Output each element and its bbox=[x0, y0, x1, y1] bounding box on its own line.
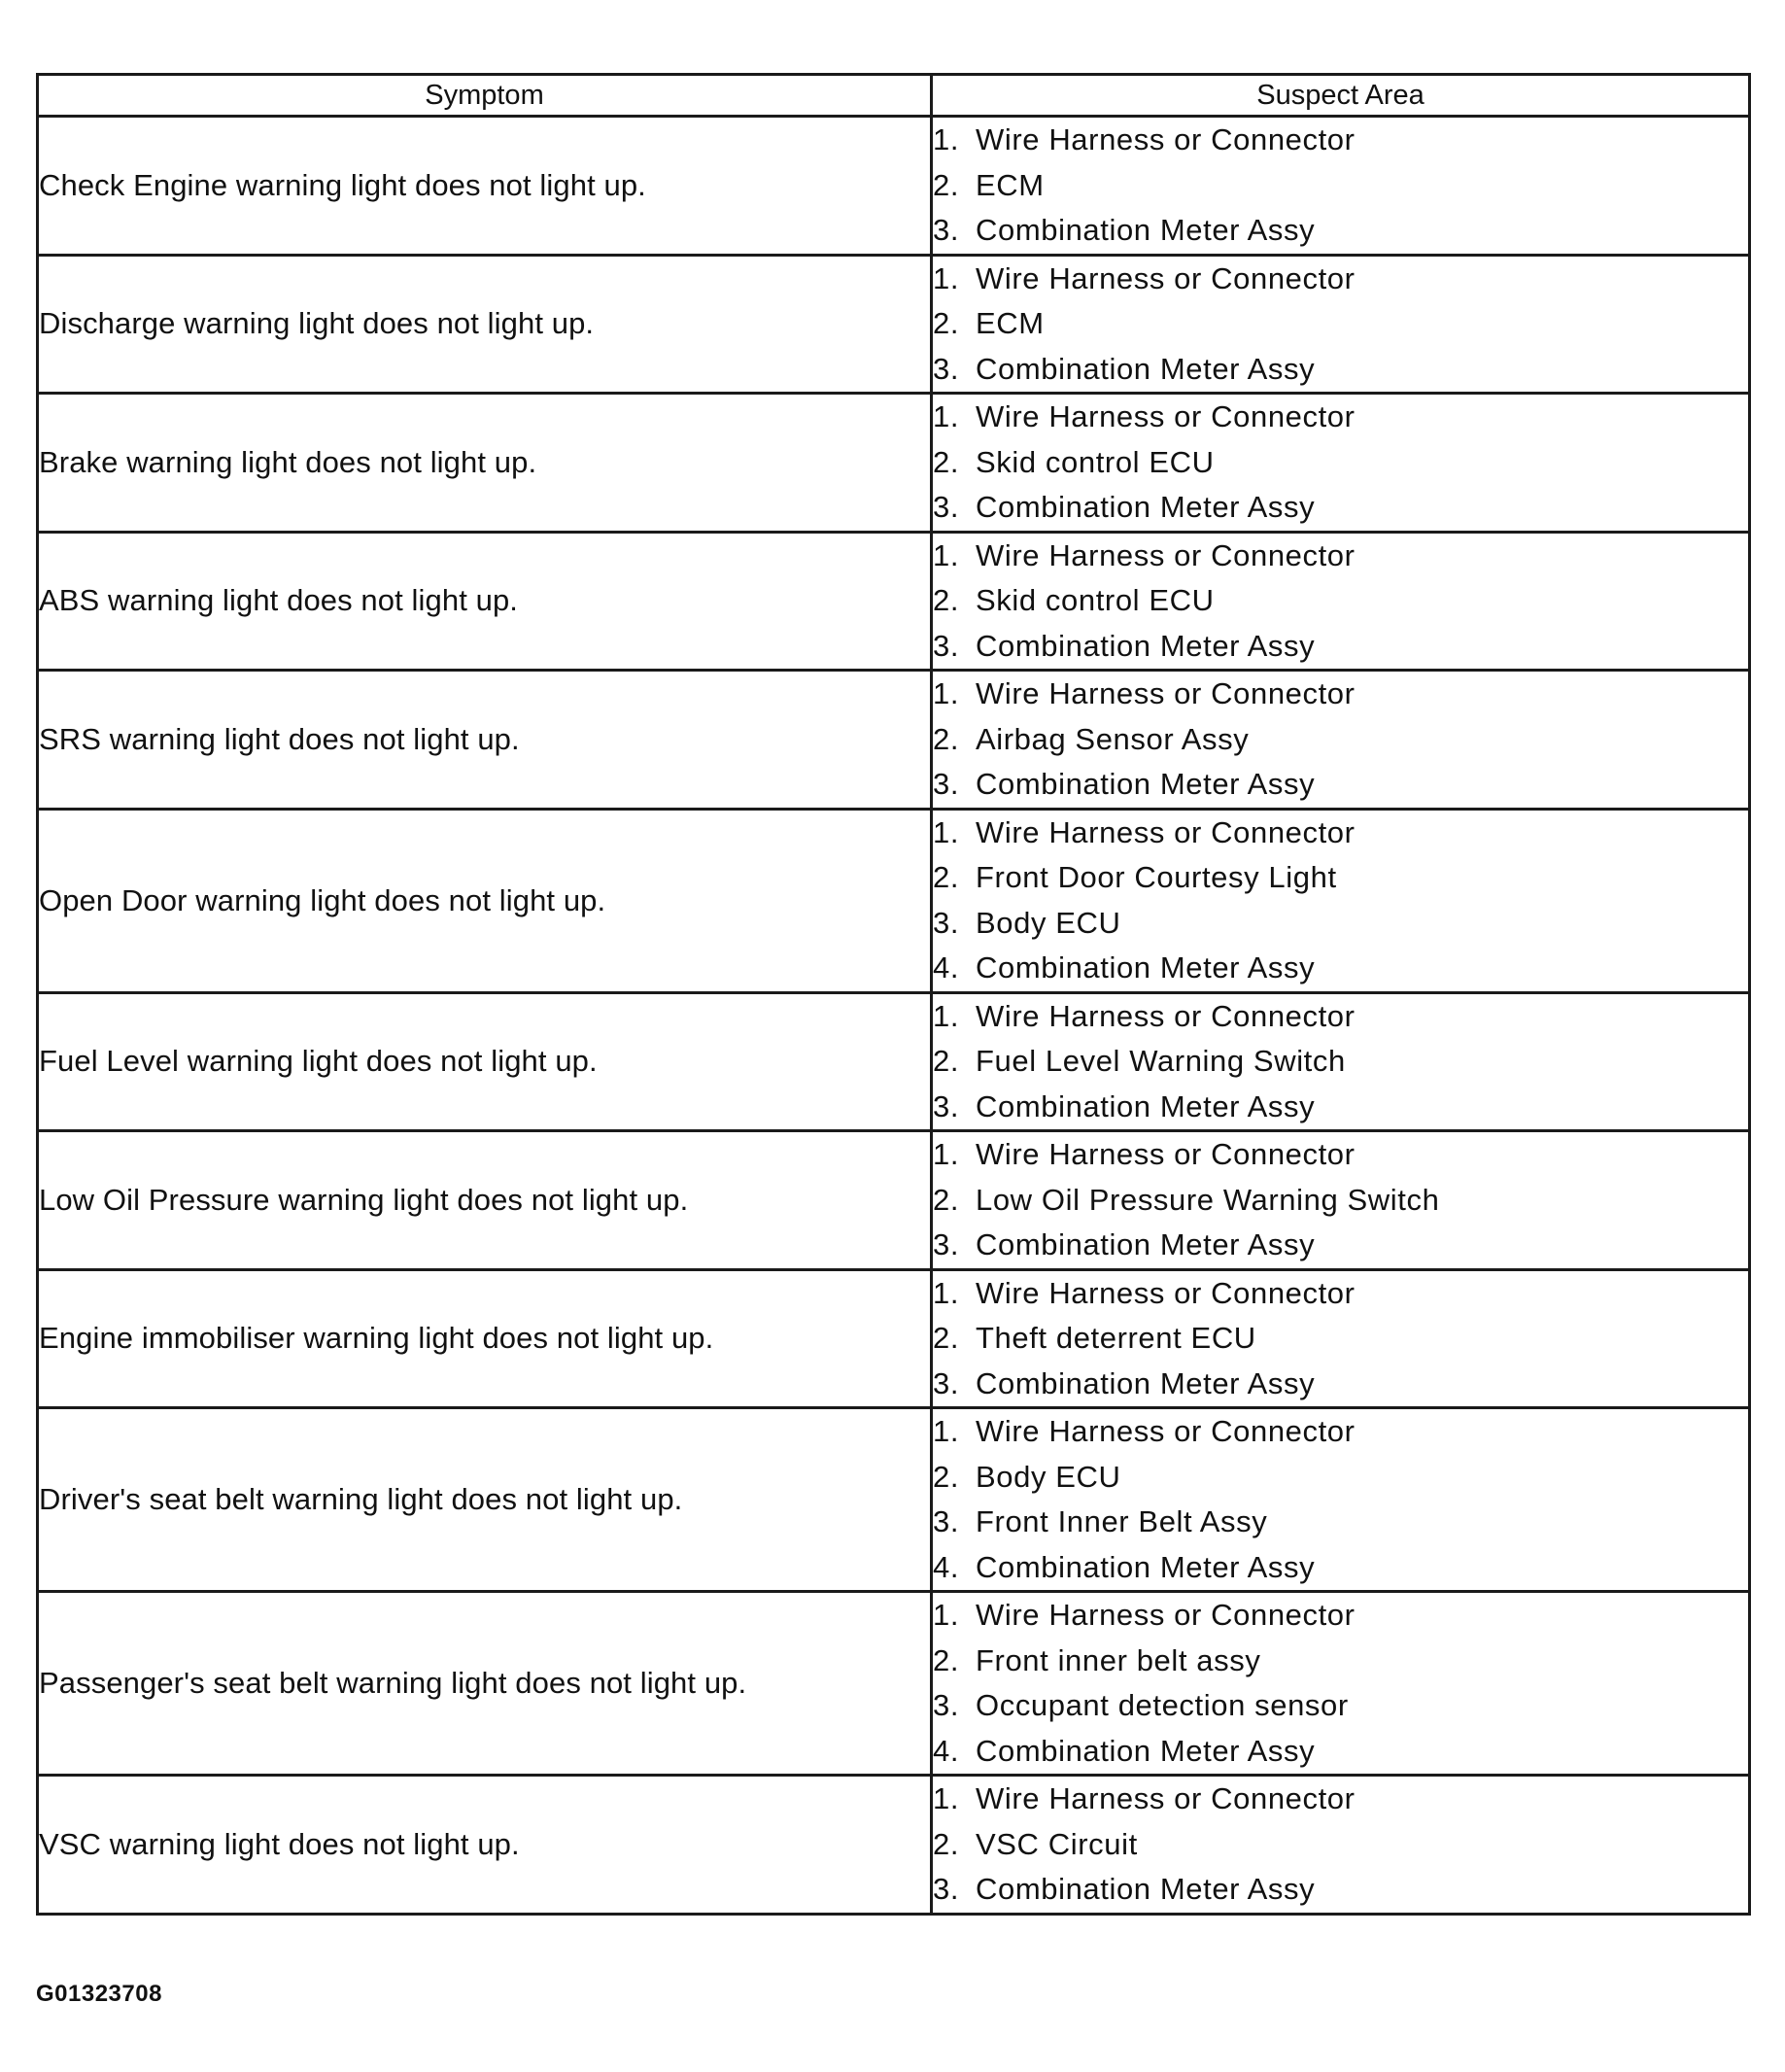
table-row bbox=[38, 532, 1750, 671]
list-item-number: 1. bbox=[933, 1275, 960, 1310]
suspect-area-text: VSC Circuit bbox=[976, 1826, 1138, 1861]
list-item-number: 1. bbox=[933, 1598, 960, 1632]
suspect-area-list bbox=[933, 994, 1748, 1130]
table-row bbox=[38, 1592, 1750, 1776]
suspect-area-text: Wire Harness or Connector bbox=[976, 260, 1356, 295]
table-row bbox=[38, 1131, 1750, 1270]
suspect-area-list bbox=[933, 672, 1748, 808]
list-item-number: 3. bbox=[933, 628, 960, 663]
suspect-area-cell bbox=[932, 1776, 1750, 1915]
list-item-number: 2. bbox=[933, 1826, 960, 1861]
list-item-number: 3. bbox=[933, 1365, 960, 1400]
suspect-area-item bbox=[933, 855, 1748, 901]
symptom-cell: Engine immobiliser warning light does not light up. bbox=[38, 1269, 932, 1408]
symptom-column-header: Symptom bbox=[38, 75, 932, 117]
suspect-area-item bbox=[933, 1683, 1748, 1729]
list-item-number: 3. bbox=[933, 1504, 960, 1538]
list-item-number: 3. bbox=[933, 490, 960, 524]
suspect-area-text: Combination Meter Assy bbox=[976, 1733, 1316, 1768]
suspect-area-text: Body ECU bbox=[976, 905, 1121, 940]
suspect-area-item bbox=[933, 811, 1748, 856]
suspect-area-cell bbox=[932, 809, 1750, 992]
table-row bbox=[38, 394, 1750, 533]
suspect-area-list bbox=[933, 1132, 1748, 1268]
symptom-cell: VSC warning light does not light up. bbox=[38, 1776, 932, 1915]
suspect-area-item bbox=[933, 1593, 1748, 1639]
list-item-number: 1. bbox=[933, 1414, 960, 1448]
list-item-number: 3. bbox=[933, 213, 960, 247]
symptom-suspect-table bbox=[36, 73, 1751, 1916]
table-row bbox=[38, 1269, 1750, 1408]
list-item-number: 1. bbox=[933, 1137, 960, 1171]
suspect-area-list bbox=[933, 1593, 1748, 1774]
suspect-area-item bbox=[933, 1362, 1748, 1407]
suspect-area-text: Front inner belt assy bbox=[976, 1642, 1261, 1677]
suspect-area-item bbox=[933, 901, 1748, 947]
suspect-area-cell bbox=[932, 671, 1750, 810]
suspect-area-text: Combination Meter Assy bbox=[976, 351, 1316, 386]
list-item-number: 2. bbox=[933, 306, 960, 340]
suspect-area-item bbox=[933, 994, 1748, 1040]
suspect-area-text: Front Inner Belt Assy bbox=[976, 1504, 1268, 1538]
table-row bbox=[38, 809, 1750, 992]
suspect-area-text: Wire Harness or Connector bbox=[976, 1598, 1356, 1632]
suspect-area-item bbox=[933, 672, 1748, 717]
suspect-area-cell bbox=[932, 1592, 1750, 1776]
table-row bbox=[38, 992, 1750, 1131]
list-item-number: 3. bbox=[933, 767, 960, 801]
table-row bbox=[38, 671, 1750, 810]
suspect-area-list bbox=[933, 534, 1748, 670]
suspect-area-text: Combination Meter Assy bbox=[976, 1088, 1316, 1123]
figure-id: G01323708 bbox=[36, 1981, 162, 2007]
table-header-row bbox=[38, 75, 1750, 117]
suspect-area-item bbox=[933, 1545, 1748, 1591]
suspect-area-cell bbox=[932, 255, 1750, 394]
suspect-area-text: Wire Harness or Connector bbox=[976, 1414, 1356, 1448]
suspect-area-item bbox=[933, 347, 1748, 393]
suspect-area-cell bbox=[932, 1269, 1750, 1408]
list-item-number: 2. bbox=[933, 583, 960, 617]
symptom-cell: Brake warning light does not light up. bbox=[38, 394, 932, 533]
list-item-number: 2. bbox=[933, 1182, 960, 1217]
list-item-number: 4. bbox=[933, 950, 960, 984]
list-item-number: 4. bbox=[933, 1733, 960, 1768]
suspect-area-text: Combination Meter Assy bbox=[976, 1365, 1316, 1400]
suspect-area-text: Wire Harness or Connector bbox=[976, 537, 1356, 572]
suspect-area-text: Skid control ECU bbox=[976, 444, 1215, 479]
list-item-number: 3. bbox=[933, 1872, 960, 1906]
suspect-area-item bbox=[933, 118, 1748, 163]
suspect-area-text: Theft deterrent ECU bbox=[976, 1321, 1256, 1355]
suspect-area-item bbox=[933, 1271, 1748, 1317]
list-item-number: 1. bbox=[933, 998, 960, 1033]
suspect-area-column-header: Suspect Area bbox=[932, 75, 1750, 117]
suspect-area-text: Wire Harness or Connector bbox=[976, 676, 1356, 710]
suspect-area-text: Combination Meter Assy bbox=[976, 1872, 1316, 1906]
suspect-area-item bbox=[933, 717, 1748, 763]
suspect-area-item bbox=[933, 1455, 1748, 1501]
symptom-cell: Open Door warning light does not light up. bbox=[38, 809, 932, 992]
list-item-number: 1. bbox=[933, 676, 960, 710]
diagnostic-table-container bbox=[36, 73, 1748, 1916]
suspect-area-text: Wire Harness or Connector bbox=[976, 122, 1356, 156]
list-item-number: 4. bbox=[933, 1549, 960, 1584]
suspect-area-text: Combination Meter Assy bbox=[976, 767, 1316, 801]
suspect-area-item bbox=[933, 257, 1748, 302]
suspect-area-text: Wire Harness or Connector bbox=[976, 814, 1356, 849]
list-item-number: 2. bbox=[933, 1642, 960, 1677]
list-item-number: 1. bbox=[933, 260, 960, 295]
symptom-cell: Fuel Level warning light does not light up. bbox=[38, 992, 932, 1131]
suspect-area-list bbox=[933, 811, 1748, 991]
suspect-area-item bbox=[933, 1729, 1748, 1775]
suspect-area-item bbox=[933, 1223, 1748, 1268]
list-item-number: 2. bbox=[933, 860, 960, 894]
table-row bbox=[38, 255, 1750, 394]
suspect-area-text: Combination Meter Assy bbox=[976, 1227, 1316, 1261]
symptom-cell: Passenger's seat belt warning light does not light up. bbox=[38, 1592, 932, 1776]
suspect-area-item bbox=[933, 1316, 1748, 1362]
suspect-area-item bbox=[933, 485, 1748, 531]
suspect-area-item bbox=[933, 395, 1748, 440]
suspect-area-cell bbox=[932, 1131, 1750, 1270]
suspect-area-list bbox=[933, 1777, 1748, 1913]
table-row bbox=[38, 117, 1750, 256]
suspect-area-cell bbox=[932, 992, 1750, 1131]
suspect-area-text: Wire Harness or Connector bbox=[976, 998, 1356, 1033]
suspect-area-text: Combination Meter Assy bbox=[976, 950, 1316, 984]
symptom-cell: Driver's seat belt warning light does not light up. bbox=[38, 1408, 932, 1592]
suspect-area-text: Wire Harness or Connector bbox=[976, 1275, 1356, 1310]
list-item-number: 3. bbox=[933, 1227, 960, 1261]
suspect-area-text: Wire Harness or Connector bbox=[976, 399, 1356, 433]
suspect-area-cell bbox=[932, 1408, 1750, 1592]
table-row bbox=[38, 1408, 1750, 1592]
suspect-area-item bbox=[933, 578, 1748, 624]
suspect-area-cell bbox=[932, 532, 1750, 671]
list-item-number: 3. bbox=[933, 905, 960, 940]
suspect-area-item bbox=[933, 440, 1748, 486]
suspect-area-list bbox=[933, 395, 1748, 531]
suspect-area-item bbox=[933, 534, 1748, 579]
list-item-number: 1. bbox=[933, 399, 960, 433]
suspect-area-item bbox=[933, 1178, 1748, 1224]
suspect-area-list bbox=[933, 1409, 1748, 1590]
list-item-number: 2. bbox=[933, 167, 960, 202]
suspect-area-item bbox=[933, 1039, 1748, 1085]
suspect-area-text: Skid control ECU bbox=[976, 583, 1215, 617]
suspect-area-list bbox=[933, 257, 1748, 393]
suspect-area-text: Occupant detection sensor bbox=[976, 1688, 1349, 1722]
suspect-area-item bbox=[933, 624, 1748, 670]
suspect-area-text: Body ECU bbox=[976, 1459, 1121, 1494]
suspect-area-list bbox=[933, 118, 1748, 254]
suspect-area-text: Low Oil Pressure Warning Switch bbox=[976, 1182, 1440, 1217]
suspect-area-item bbox=[933, 1132, 1748, 1178]
suspect-area-item bbox=[933, 163, 1748, 209]
suspect-area-text: Combination Meter Assy bbox=[976, 213, 1316, 247]
suspect-area-list bbox=[933, 1271, 1748, 1407]
suspect-area-item bbox=[933, 1085, 1748, 1130]
table-body bbox=[38, 117, 1750, 1915]
list-item-number: 1. bbox=[933, 122, 960, 156]
suspect-area-item bbox=[933, 1777, 1748, 1822]
list-item-number: 1. bbox=[933, 537, 960, 572]
suspect-area-cell bbox=[932, 394, 1750, 533]
list-item-number: 2. bbox=[933, 1321, 960, 1355]
suspect-area-text: Combination Meter Assy bbox=[976, 1549, 1316, 1584]
list-item-number: 3. bbox=[933, 1088, 960, 1123]
suspect-area-item bbox=[933, 1500, 1748, 1545]
symptom-cell: ABS warning light does not light up. bbox=[38, 532, 932, 671]
list-item-number: 1. bbox=[933, 1781, 960, 1815]
list-item-number: 2. bbox=[933, 1044, 960, 1078]
list-item-number: 2. bbox=[933, 444, 960, 479]
suspect-area-text: Combination Meter Assy bbox=[976, 628, 1316, 663]
suspect-area-item bbox=[933, 208, 1748, 254]
suspect-area-item bbox=[933, 1409, 1748, 1455]
table-row bbox=[38, 1776, 1750, 1915]
suspect-area-item bbox=[933, 946, 1748, 991]
symptom-cell: Discharge warning light does not light up. bbox=[38, 255, 932, 394]
suspect-area-text: Wire Harness or Connector bbox=[976, 1781, 1356, 1815]
list-item-number: 1. bbox=[933, 814, 960, 849]
suspect-area-cell bbox=[932, 117, 1750, 256]
list-item-number: 2. bbox=[933, 1459, 960, 1494]
list-item-number: 3. bbox=[933, 1688, 960, 1722]
suspect-area-item bbox=[933, 301, 1748, 347]
suspect-area-text: ECM bbox=[976, 167, 1045, 202]
suspect-area-text: Fuel Level Warning Switch bbox=[976, 1044, 1346, 1078]
suspect-area-item bbox=[933, 1822, 1748, 1868]
symptom-cell: Check Engine warning light does not light up. bbox=[38, 117, 932, 256]
suspect-area-text: Front Door Courtesy Light bbox=[976, 860, 1337, 894]
suspect-area-text: Combination Meter Assy bbox=[976, 490, 1316, 524]
suspect-area-text: Wire Harness or Connector bbox=[976, 1137, 1356, 1171]
list-item-number: 3. bbox=[933, 351, 960, 386]
suspect-area-text: Airbag Sensor Assy bbox=[976, 721, 1250, 756]
suspect-area-text: ECM bbox=[976, 306, 1045, 340]
suspect-area-item bbox=[933, 1639, 1748, 1684]
suspect-area-item bbox=[933, 762, 1748, 808]
symptom-cell: SRS warning light does not light up. bbox=[38, 671, 932, 810]
list-item-number: 2. bbox=[933, 721, 960, 756]
suspect-area-item bbox=[933, 1867, 1748, 1913]
symptom-cell: Low Oil Pressure warning light does not light up. bbox=[38, 1131, 932, 1270]
